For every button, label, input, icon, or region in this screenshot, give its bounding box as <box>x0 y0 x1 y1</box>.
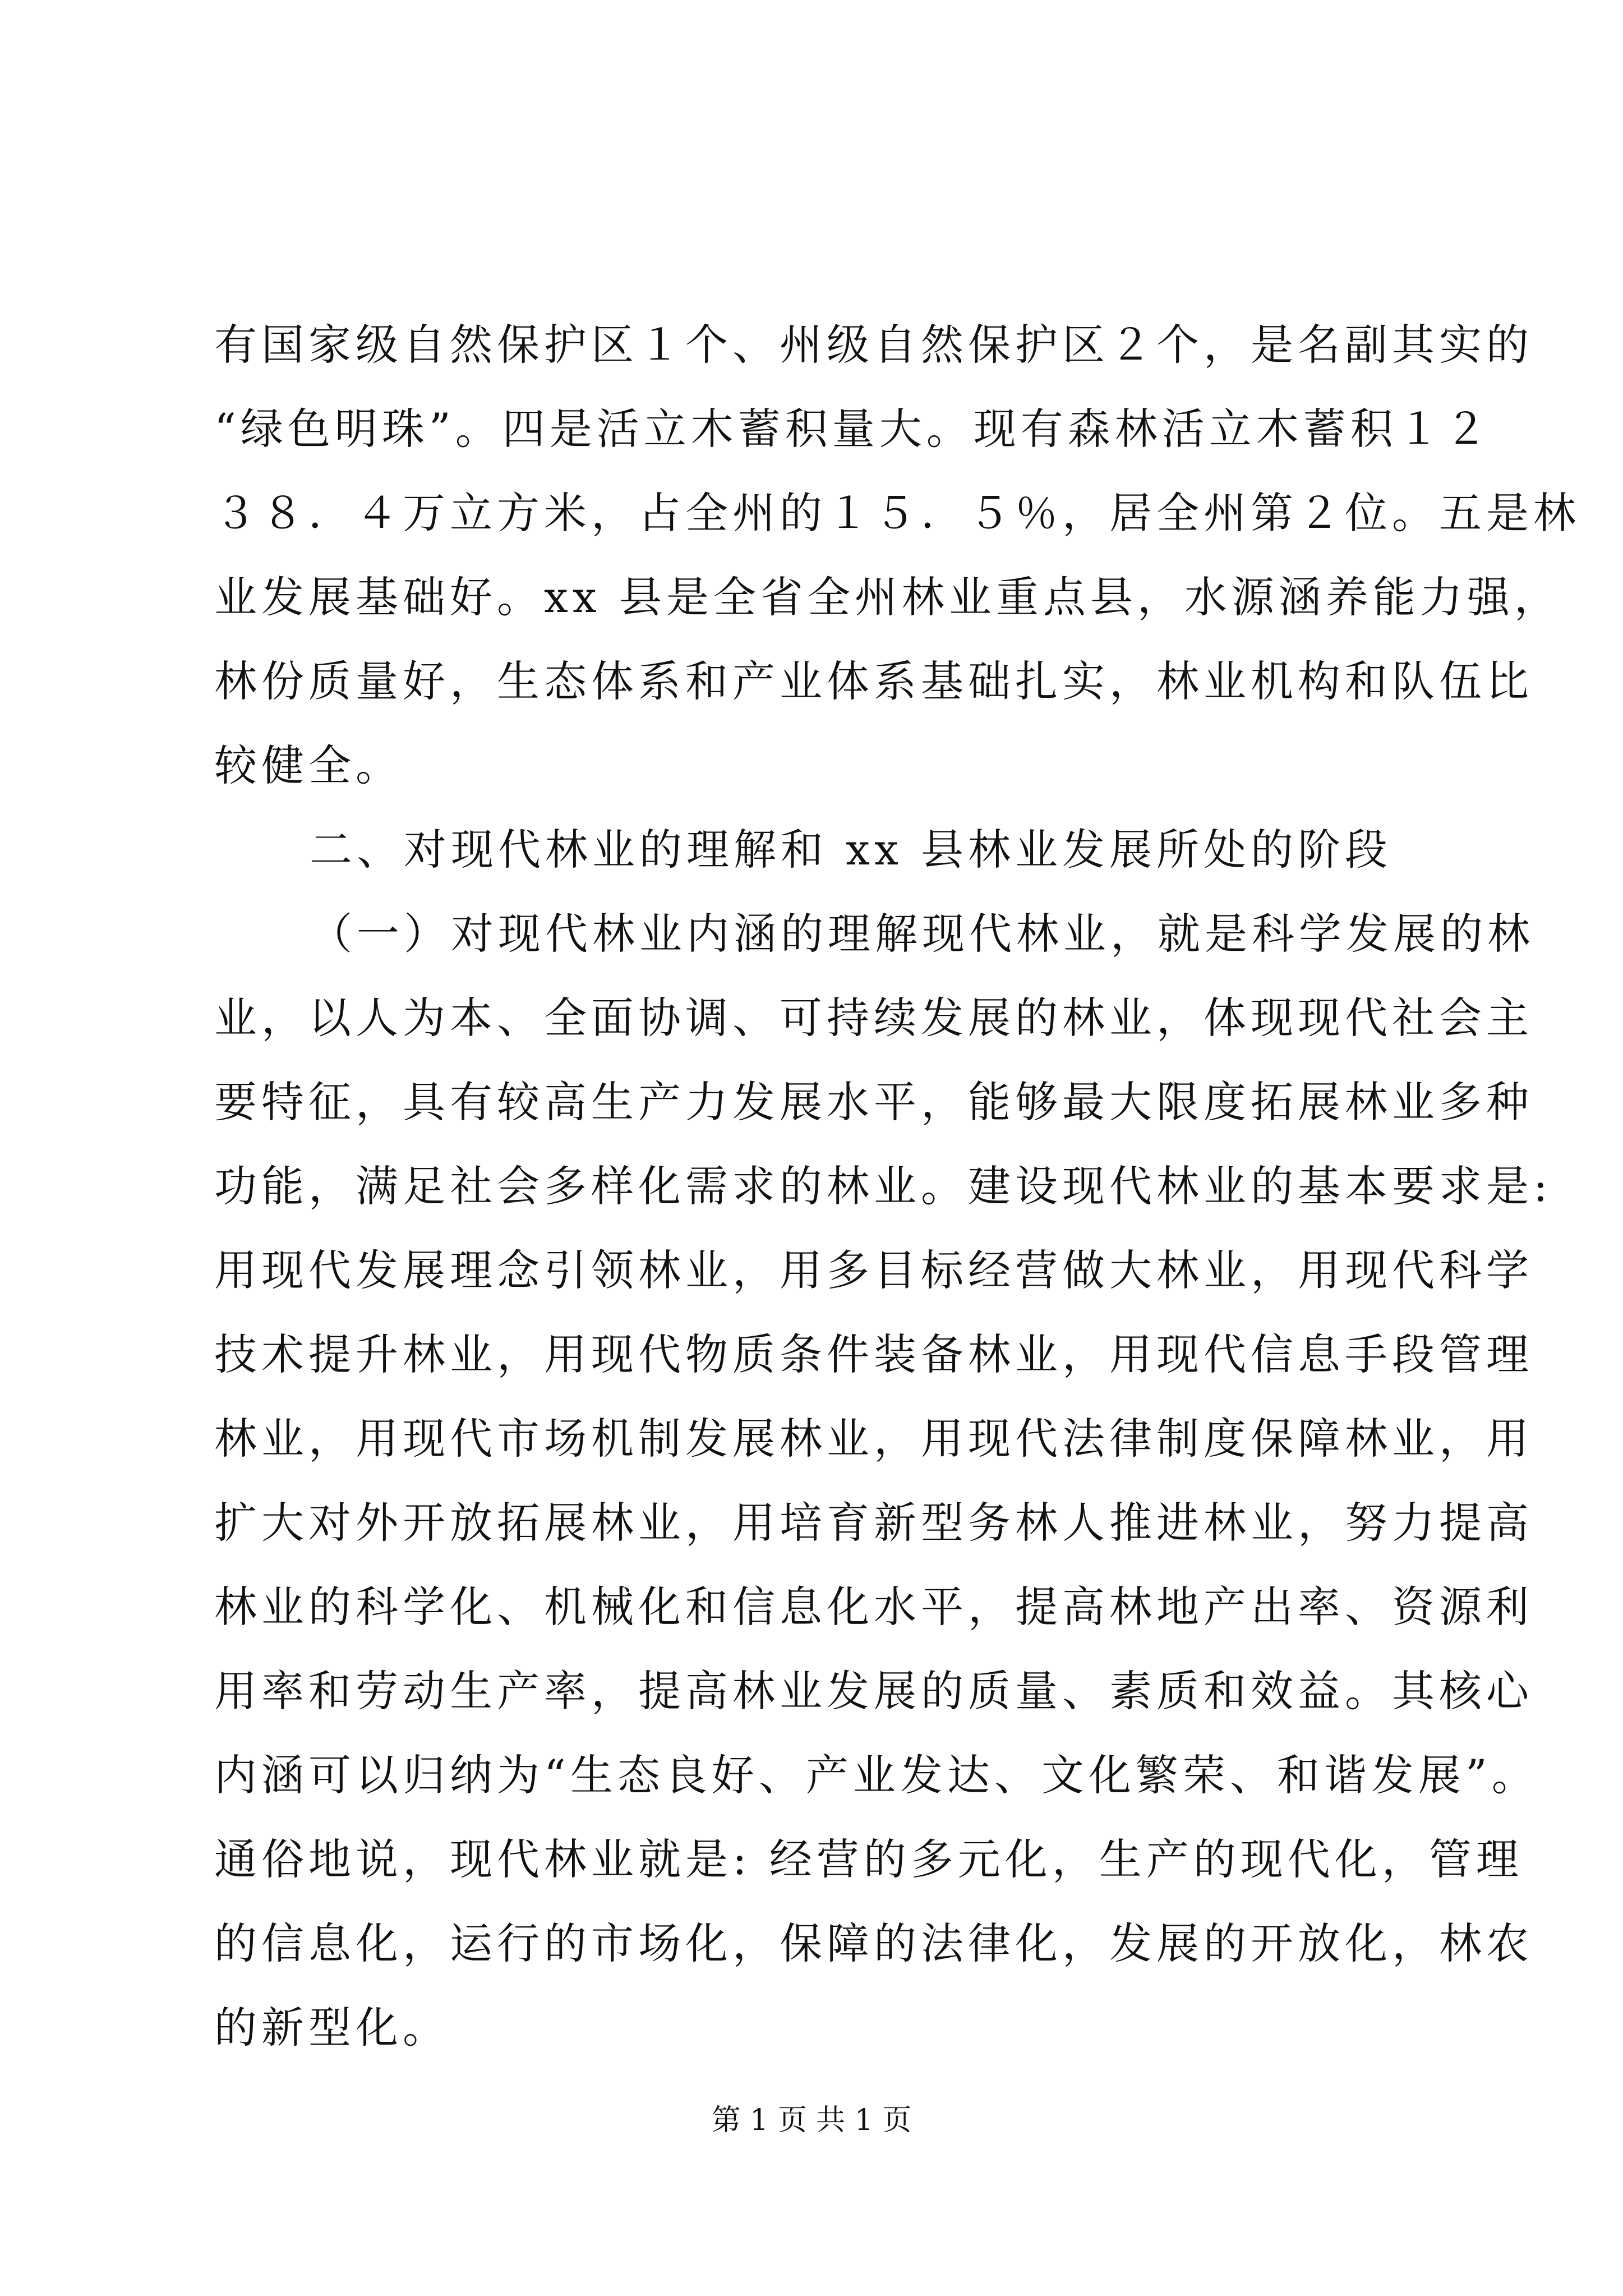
page-number: 第 1 页 共 1 页 <box>711 2104 912 2137</box>
document-body <box>214 303 1580 2070</box>
text-line: 功能，满足社会多样化需求的林业。建设现代林业的基本要求是: <box>214 1161 1552 1211</box>
subsection-heading-line: （一）对现代林业内涵的理解现代林业，就是科学发展的林 <box>310 909 1534 959</box>
text-line: 通俗地说，现代林业就是: 经营的多元化，生产的现代化，管理 <box>214 1834 1523 1884</box>
text-line: 业，以人为本、全面协调、可持续发展的林业，体现现代社会主 <box>214 993 1533 1043</box>
text-line: 用率和劳动生产率，提高林业发展的质量、素质和效益。其核心 <box>214 1666 1533 1716</box>
text-line: 要特征，具有较高生产力发展水平，能够最大限度拓展林业多种 <box>214 1077 1533 1127</box>
text-line: 较健全。 <box>214 740 403 790</box>
text-line: 业发展基础好。xx 县是全省全州林业重点县，水源涵养能力强， <box>214 572 1561 622</box>
text-line: 内涵可以归纳为“生态良好、产业发达、文化繁荣、和谐发展”。 <box>214 1750 1539 1800</box>
text-line: 的信息化，运行的市场化，保障的法律化，发展的开放化，林农 <box>214 1918 1533 1968</box>
text-line: “绿色明珠”。四是活立木蓄积量大。现有森林活立木蓄积１２ <box>214 404 1492 454</box>
section-heading: 二、对现代林业的理解和 xx 县林业发展所处的阶段 <box>310 825 1393 875</box>
text-line: 的新型化。 <box>214 2003 450 2053</box>
text-line: 技术提升林业，用现代物质条件装备林业，用现代信息手段管理 <box>214 1329 1533 1379</box>
text-line: 扩大对外开放拓展林业，用培育新型务林人推进林业，努力提高 <box>214 1498 1533 1548</box>
text-line: 有国家级自然保护区１个、州级自然保护区２个，是名副其实的 <box>214 320 1533 370</box>
page-footer <box>0 2098 1623 2143</box>
text-line: ３８．４万立方米，占全州的１５．５％，居全州第２位。五是林 <box>214 488 1580 538</box>
text-line: 林业，用现代市场机制发展林业，用现代法律制度保障林业，用 <box>214 1414 1533 1464</box>
text-line: 用现代发展理念引领林业，用多目标经营做大林业，用现代科学 <box>214 1245 1533 1295</box>
text-line: 林份质量好，生态体系和产业体系基础扎实，林业机构和队伍比 <box>214 656 1533 706</box>
text-line: 林业的科学化、机械化和信息化水平，提高林地产出率、资源利 <box>214 1582 1533 1632</box>
